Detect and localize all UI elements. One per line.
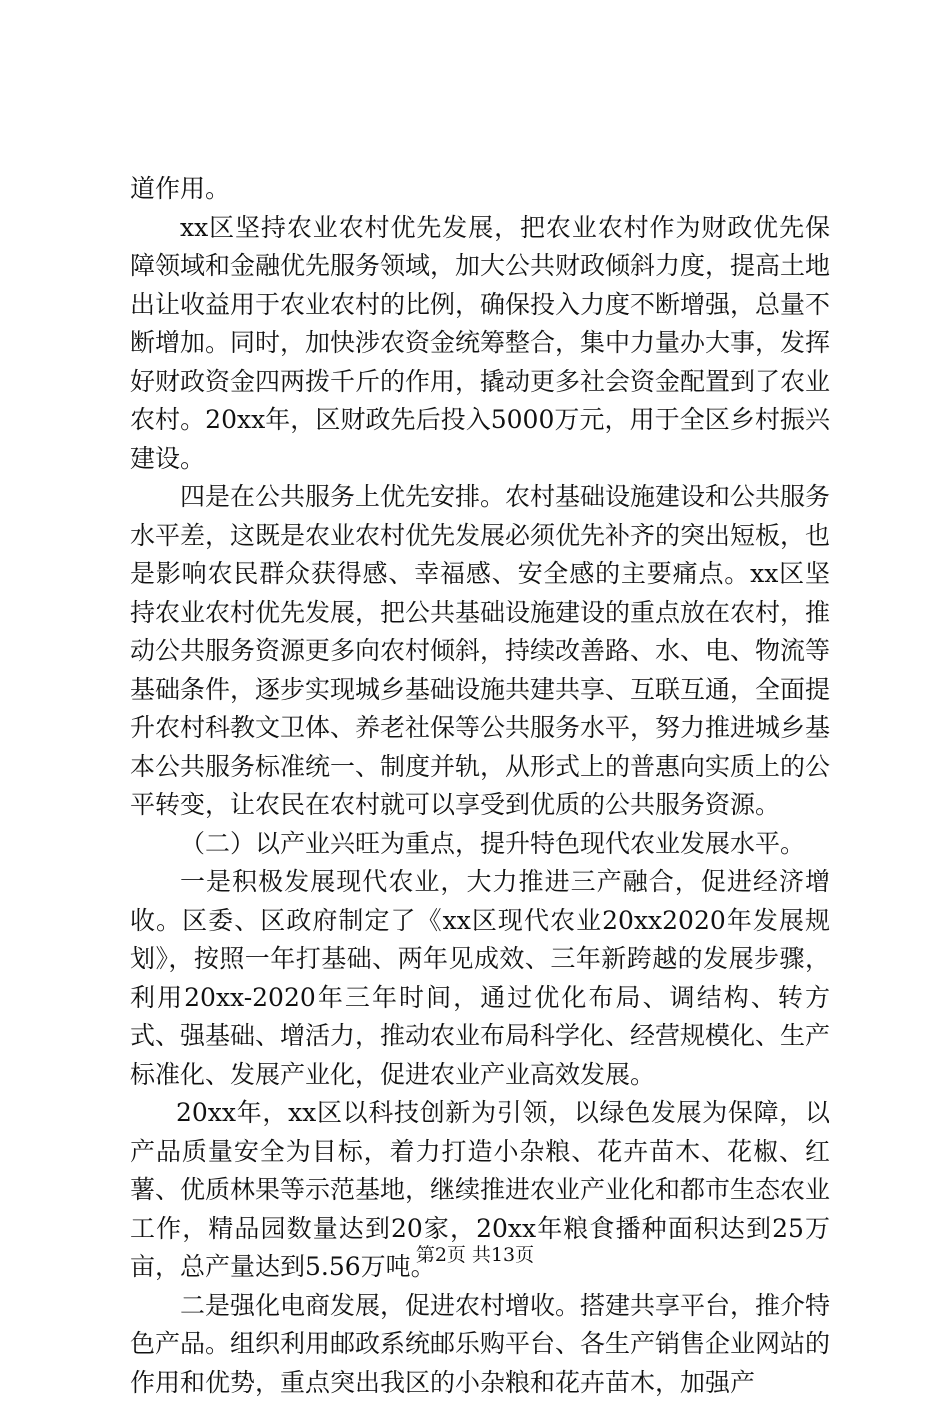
document-body [130,170,830,1402]
paragraph-public-services: 四是在公共服务上优先安排。农村基础设施建设和公共服务水平差，这既是农业农村优先发展必须优先补齐的突出短板，也是影响农民群众获得感、幸福感、安全感的主要痛点。xx区坚持农业农村优先发展，把公共基础设施建设的重点放在农村，推动公共服务资源更多向农村倾斜，持续改善路、水、电、物流等基础条件，逐步实现城乡基础设施共建共享、互联互通，全面提升农村科教文卫体、养老社保等公共服务水平，努力推进城乡基本公共服务标准统一、制度并轨，从形式上的普惠向实质上的公平转变，让农民在农村就可以享受到优质的公共服务资源。 [130,478,830,825]
paragraph-fiscal-priority: xx区坚持农业农村优先发展，把农业农村作为财政优先保障领域和金融优先服务领域，加大公共财政倾斜力度，提高土地出让收益用于农业农村的比例，确保投入力度不断增强，总量不断增加。同时，加快涉农资金统筹整合，集中力量办大事，发挥好财政资金四两拨千斤的作用，撬动更多社会资金配置到了农业农村。20xx年，区财政先后投入5000万元，用于全区乡村振兴建设。 [130,209,830,479]
paragraph-2020-progress: 20xx年，xx区以科技创新为引领，以绿色发展为保障，以产品质量安全为目标，着力打造小杂粮、花卉苗木、花椒、红薯、优质林果等示范基地，继续推进农业产业化和都市生态农业工作，精品园数量达到20家，20xx年粮食播种面积达到25万亩，总产量达到5.56万吨。 [130,1094,830,1287]
paragraph-ecommerce: 二是强化电商发展，促进农村增收。搭建共享平台，推介特色产品。组织利用邮政系统邮乐购平台、各生产销售企业网站的作用和优势，重点突出我区的小杂粮和花卉苗木，加强产 [130,1287,830,1402]
paragraph-continuation: 道作用。 [130,170,830,209]
section-heading-industry: （二）以产业兴旺为重点，提升特色现代农业发展水平。 [130,825,830,864]
page-footer: 第2页 共13页 [0,1240,950,1267]
paragraph-modern-agriculture: 一是积极发展现代农业，大力推进三产融合，促进经济增收。区委、区政府制定了《xx区现代农业20xx2020年发展规划》，按照一年打基础、两年见成效、三年新跨越的发展步骤，利用20xx-2020年三年时间，通过优化布局、调结构、转方式、强基础、增活力，推动农业布局科学化、经营规模化、生产标准化、发展产业化，促进农业产业高效发展。 [130,863,830,1094]
